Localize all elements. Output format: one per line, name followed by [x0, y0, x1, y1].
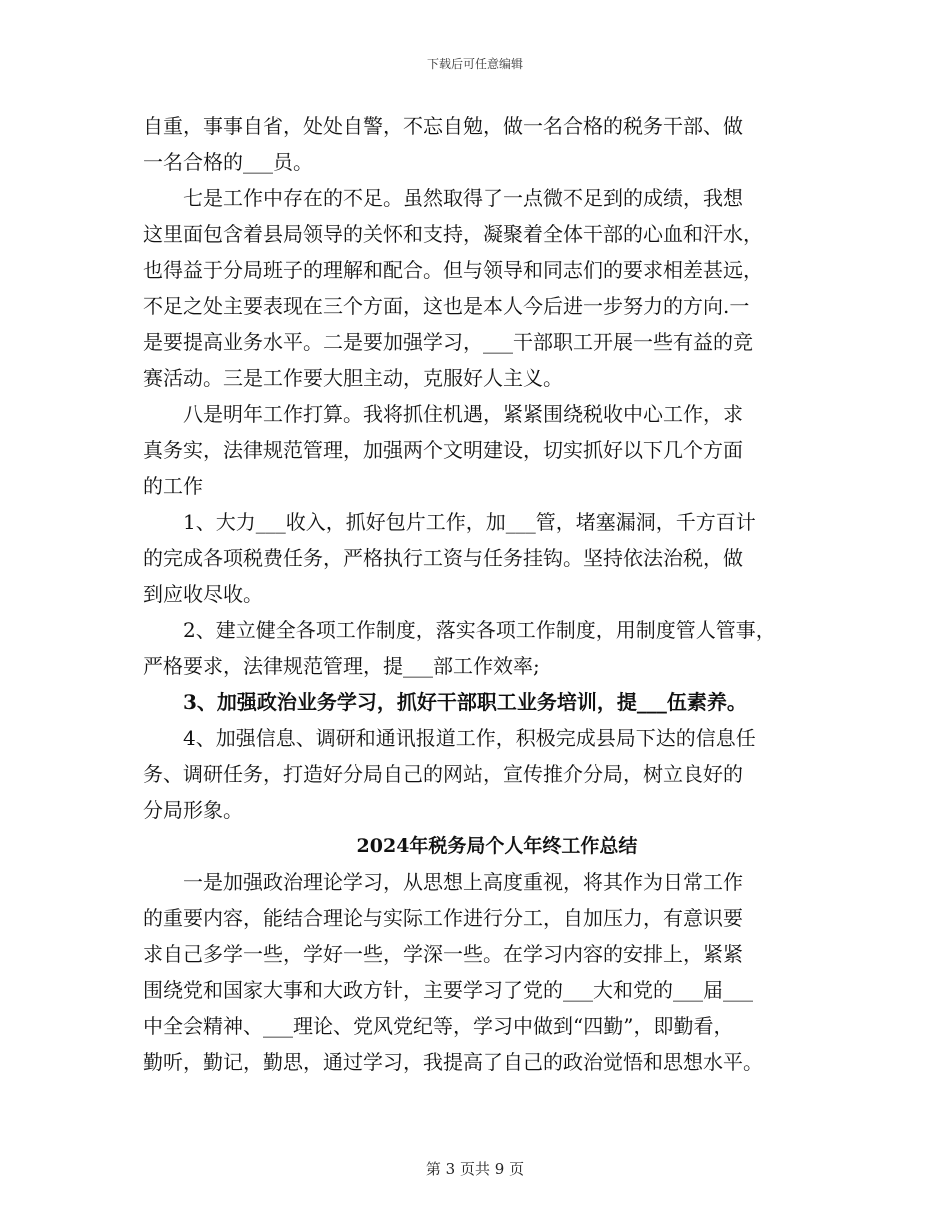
list-item-2: 2、建立健全各项工作制度，落实各项工作制度，用制度管人管事，: [183, 618, 776, 642]
text-line: 是要提高业务水平。二是要加强学习，___干部职工开展一些有益的竞: [143, 330, 753, 354]
text-line: 这里面包含着县局领导的关怀和支持，凝聚着全体干部的心血和汗水，: [143, 222, 763, 246]
list-item-1: 1、大力___收入，抓好包片工作，加___管，堵塞漏洞，千方百计: [183, 510, 756, 534]
section-title: 2024年税务局个人年终工作总结: [356, 835, 638, 857]
text-line: 务、调研任务，打造好分局自己的网站，宣传推介分局，树立良好的: [143, 762, 743, 786]
text-line: 真务实，法律规范管理，加强两个文明建设，切实抓好以下几个方面: [143, 438, 743, 462]
text-line: 的重要内容，能结合理论与实际工作进行分工，自加压力，有意识要: [143, 906, 743, 930]
text-line: 一名合格的___员。: [143, 150, 313, 174]
page-number: 第 3 页共 9 页: [425, 1160, 525, 1178]
text-line: 围绕党和国家大事和大政方针，主要学习了党的___大和党的___届___: [143, 978, 753, 1002]
text-line: 也得益于分局班子的理解和配合。但与领导和同志们的要求相差甚远，: [143, 258, 763, 282]
document-body: [143, 108, 815, 1080]
text-line: 中全会精神、___理论、党风党纪等，学习中做到“四勤”，即勤看，: [143, 1014, 734, 1038]
header-note: 下载后可任意编辑: [426, 57, 523, 71]
paragraph-start: 七是工作中存在的不足。虽然取得了一点微不足到的成绩，我想: [183, 186, 743, 210]
text-line: 不足之处主要表现在三个方面，这也是本人今后进一步努力的方向.一: [143, 294, 750, 318]
text-line: 赛活动。三是工作要大胆主动，克服好人主义。: [143, 366, 563, 390]
text-line: 求自己多学一些，学好一些，学深一些。在学习内容的安排上，紧紧: [143, 942, 743, 966]
paragraph-start: 八是明年工作打算。我将抓住机遇，紧紧围绕税收中心工作，求: [183, 402, 743, 426]
text-line: 勤听，勤记，勤思，通过学习，我提高了自己的政治觉悟和思想水平。: [143, 1050, 763, 1074]
text-line: 的完成各项税费任务，严格执行工资与任务挂钩。坚持依法治税，做: [143, 546, 743, 570]
list-item-4: 4、加强信息、调研和通讯报道工作，积极完成县局下达的信息任: [183, 726, 756, 750]
text-line: 的工作: [143, 474, 203, 498]
text-line: 严格要求，法律规范管理，提___部工作效率;: [143, 654, 540, 678]
text-line: 自重，事事自省，处处自警，不忘自勉，做一名合格的税务干部、做: [143, 114, 743, 138]
paragraph-start: 一是加强政治理论学习，从思想上高度重视，将其作为日常工作: [183, 870, 743, 894]
text-line: 到应收尽收。: [143, 582, 263, 606]
text-line: 分局形象。: [143, 798, 243, 822]
list-item-3: 3、加强政治业务学习，抓好干部职工业务培训，提___伍素养。: [183, 690, 747, 714]
